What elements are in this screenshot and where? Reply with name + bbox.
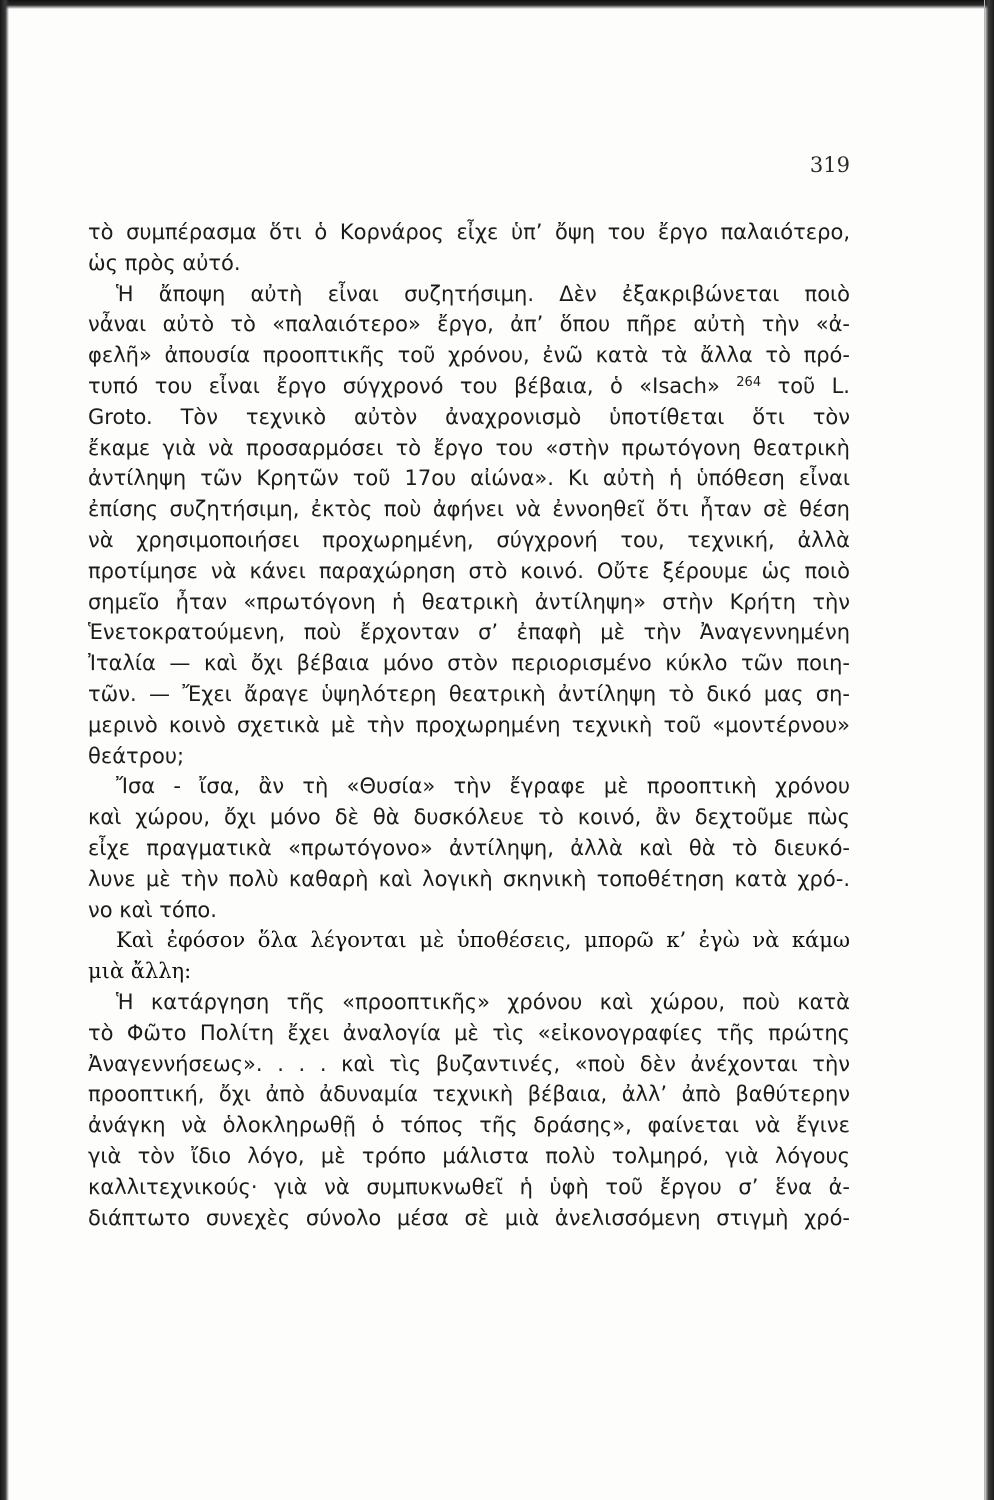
text-line: ἀντίληψη τῶν Κρητῶν τοῦ 17ου αἰώνα». Κι αὐτὴ ἡ ὑπόθεση εἶναι: [88, 466, 850, 491]
text-line: καὶ χώρου, ὄχι μόνο δὲ θὰ δυσκόλευε τὸ κοινό, ἂν δεχτοῦμε πὼς: [88, 805, 850, 830]
text-line: Ἑνετοκρατούμενη, ποὺ ἔρχονταν σ’ ἐπαφὴ μὲ τὴν Ἀναγεννημένη: [88, 620, 850, 645]
text-line: μερινὸ κοινὸ σχετικὰ μὲ τὴν προχωρημένη τεχνικὴ τοῦ «μοντέρνου»: [88, 712, 850, 737]
text-line: τῶν. — Ἔχει ἄραγε ὑψηλότερη θεατρικὴ ἀντίληψη τὸ δικό μας ση-: [88, 681, 850, 706]
footnote-reference: 264: [736, 374, 762, 390]
text-line: ἀνάγκη νὰ ὁλοκληρωθῇ ὁ τόπος τῆς δράσης», φαίνεται νὰ ἔγινε: [88, 1113, 850, 1138]
text-line: φελῆ» ἀπουσία προοπτικῆς τοῦ χρόνου, ἐνῶ κατὰ τὰ ἄλλα τὸ πρό-: [88, 343, 850, 368]
body-text: [88, 217, 850, 1233]
text-line: τὸ Φῶτο Πολίτη ἔχει ἀναλογία μὲ τὶς «εἰκονογραφίες τῆς πρώτης: [88, 1020, 850, 1045]
text-line: νὰ χρησιμοποιήσει προχωρημένη, σύγχρονή του, τεχνική, ἀλλὰ: [88, 527, 850, 552]
text-line: Ἰταλία — καὶ ὄχι βέβαια μόνο στὸν περιορισμένο κύκλο τῶν ποιη-: [88, 651, 850, 676]
text-line: ἔκαμε γιὰ νὰ προσαρμόσει τὸ ἔργο του «στὴν πρωτόγονη θεατρικὴ: [88, 435, 850, 460]
scan-edge-line: [984, 0, 985, 1500]
text-line: τὸ συμπέρασμα ὅτι ὁ Κορνάρος εἶχε ὑπ’ ὄψη του ἔργο παλαιότερο,: [88, 220, 850, 244]
text-line: καλλιτεχνικούς· γιὰ νὰ συμπυκνωθεῖ ἡ ὑφὴ τοῦ ἔργου σ’ ἕνα ἀ-: [88, 1174, 850, 1199]
text-line: Καὶ ἐφόσον ὅλα λέγονται μὲ ὑποθέσεις, μπορῶ κ’ ἐγὼ νὰ κάμω: [116, 928, 850, 953]
text-line: σημεῖο ἦταν «πρωτόγονη ἡ θεατρικὴ ἀντίληψη» στὴν Κρήτη τὴν: [88, 589, 850, 614]
text-line: γιὰ τὸν ἴδιο λόγο, μὲ τρόπο μάλιστα πολὺ τολμηρό, γιὰ λόγους: [88, 1143, 850, 1168]
text-fragment: τυπό του εἶναι ἔργο σύγχρονό του βέβαια, ὁ «Isach»: [88, 373, 720, 398]
text-line: [88, 371, 850, 402]
text-line: θεάτρου;: [88, 743, 185, 768]
page-number: 319: [809, 153, 850, 177]
text-line: ἐπίσης συζητήσιμη, ἐκτὸς ποὺ ἀφήνει νὰ ἐννοηθεῖ ὅτι ἦταν σὲ θέση: [88, 497, 850, 522]
text-fragment: τοῦ L.: [777, 373, 850, 398]
text-line: ὡς πρὸς αὐτό.: [88, 250, 241, 275]
text-line: νἆναι αὐτὸ τὸ «παλαιότερο» ἔργο, ἀπ’ ὅπου πῆρε αὐτὴ τὴν «ἀ-: [88, 312, 850, 337]
text-line: διάπτωτο συνεχὲς σύνολο μέσα σὲ μιὰ ἀνελισσόμενη στιγμὴ χρό-: [88, 1205, 850, 1230]
text-line: λυνε μὲ τὴν πολὺ καθαρὴ καὶ λογικὴ σκηνικὴ τοποθέτηση κατὰ χρό-.: [88, 866, 850, 891]
text-line: προτίμησε νὰ κάνει παραχώρηση στὸ κοινό. Οὔτε ξέρουμε ὡς ποιὸ: [88, 558, 850, 583]
text-line: νο καὶ τόπο.: [88, 897, 217, 922]
scan-edge-left: [0, 0, 9, 1500]
text-line: Ἡ κατάργηση τῆς «προοπτικῆς» χρόνου καὶ χώρου, ποὺ κατὰ: [116, 989, 850, 1014]
text-line: μιὰ ἄλλη:: [88, 959, 192, 984]
scan-edge-top: [0, 0, 994, 9]
text-line: Ἡ ἄποψη αὐτὴ εἶναι συζητήσιμη. Δὲν ἐξακριβώνεται ποιὸ: [116, 281, 850, 306]
text-line: Groto. Τὸν τεχνικὸ αὐτὸν ἀναχρονισμὸ ὑποτίθεται ὅτι τὸν: [88, 404, 850, 429]
text-line: προοπτική, ὄχι ἀπὸ ἀδυναμία τεχνικὴ βέβαια, ἀλλ’ ἀπὸ βαθύτερην: [88, 1082, 850, 1107]
scan-edge-right: [984, 0, 994, 1500]
text-line: Ἀναγεννήσεως». . . . καὶ τὶς βυζαντινές, «ποὺ δὲν ἀνέχονται τὴν: [88, 1051, 850, 1076]
text-line: Ἴσα - ἴσα, ἂν τὴ «Θυσία» τὴν ἔγραφε μὲ προοπτικὴ χρόνου: [116, 774, 850, 799]
text-line: εἶχε πραγματικὰ «πρωτόγονο» ἀντίληψη, ἀλλὰ καὶ θὰ τὸ διευκό-: [88, 835, 850, 860]
